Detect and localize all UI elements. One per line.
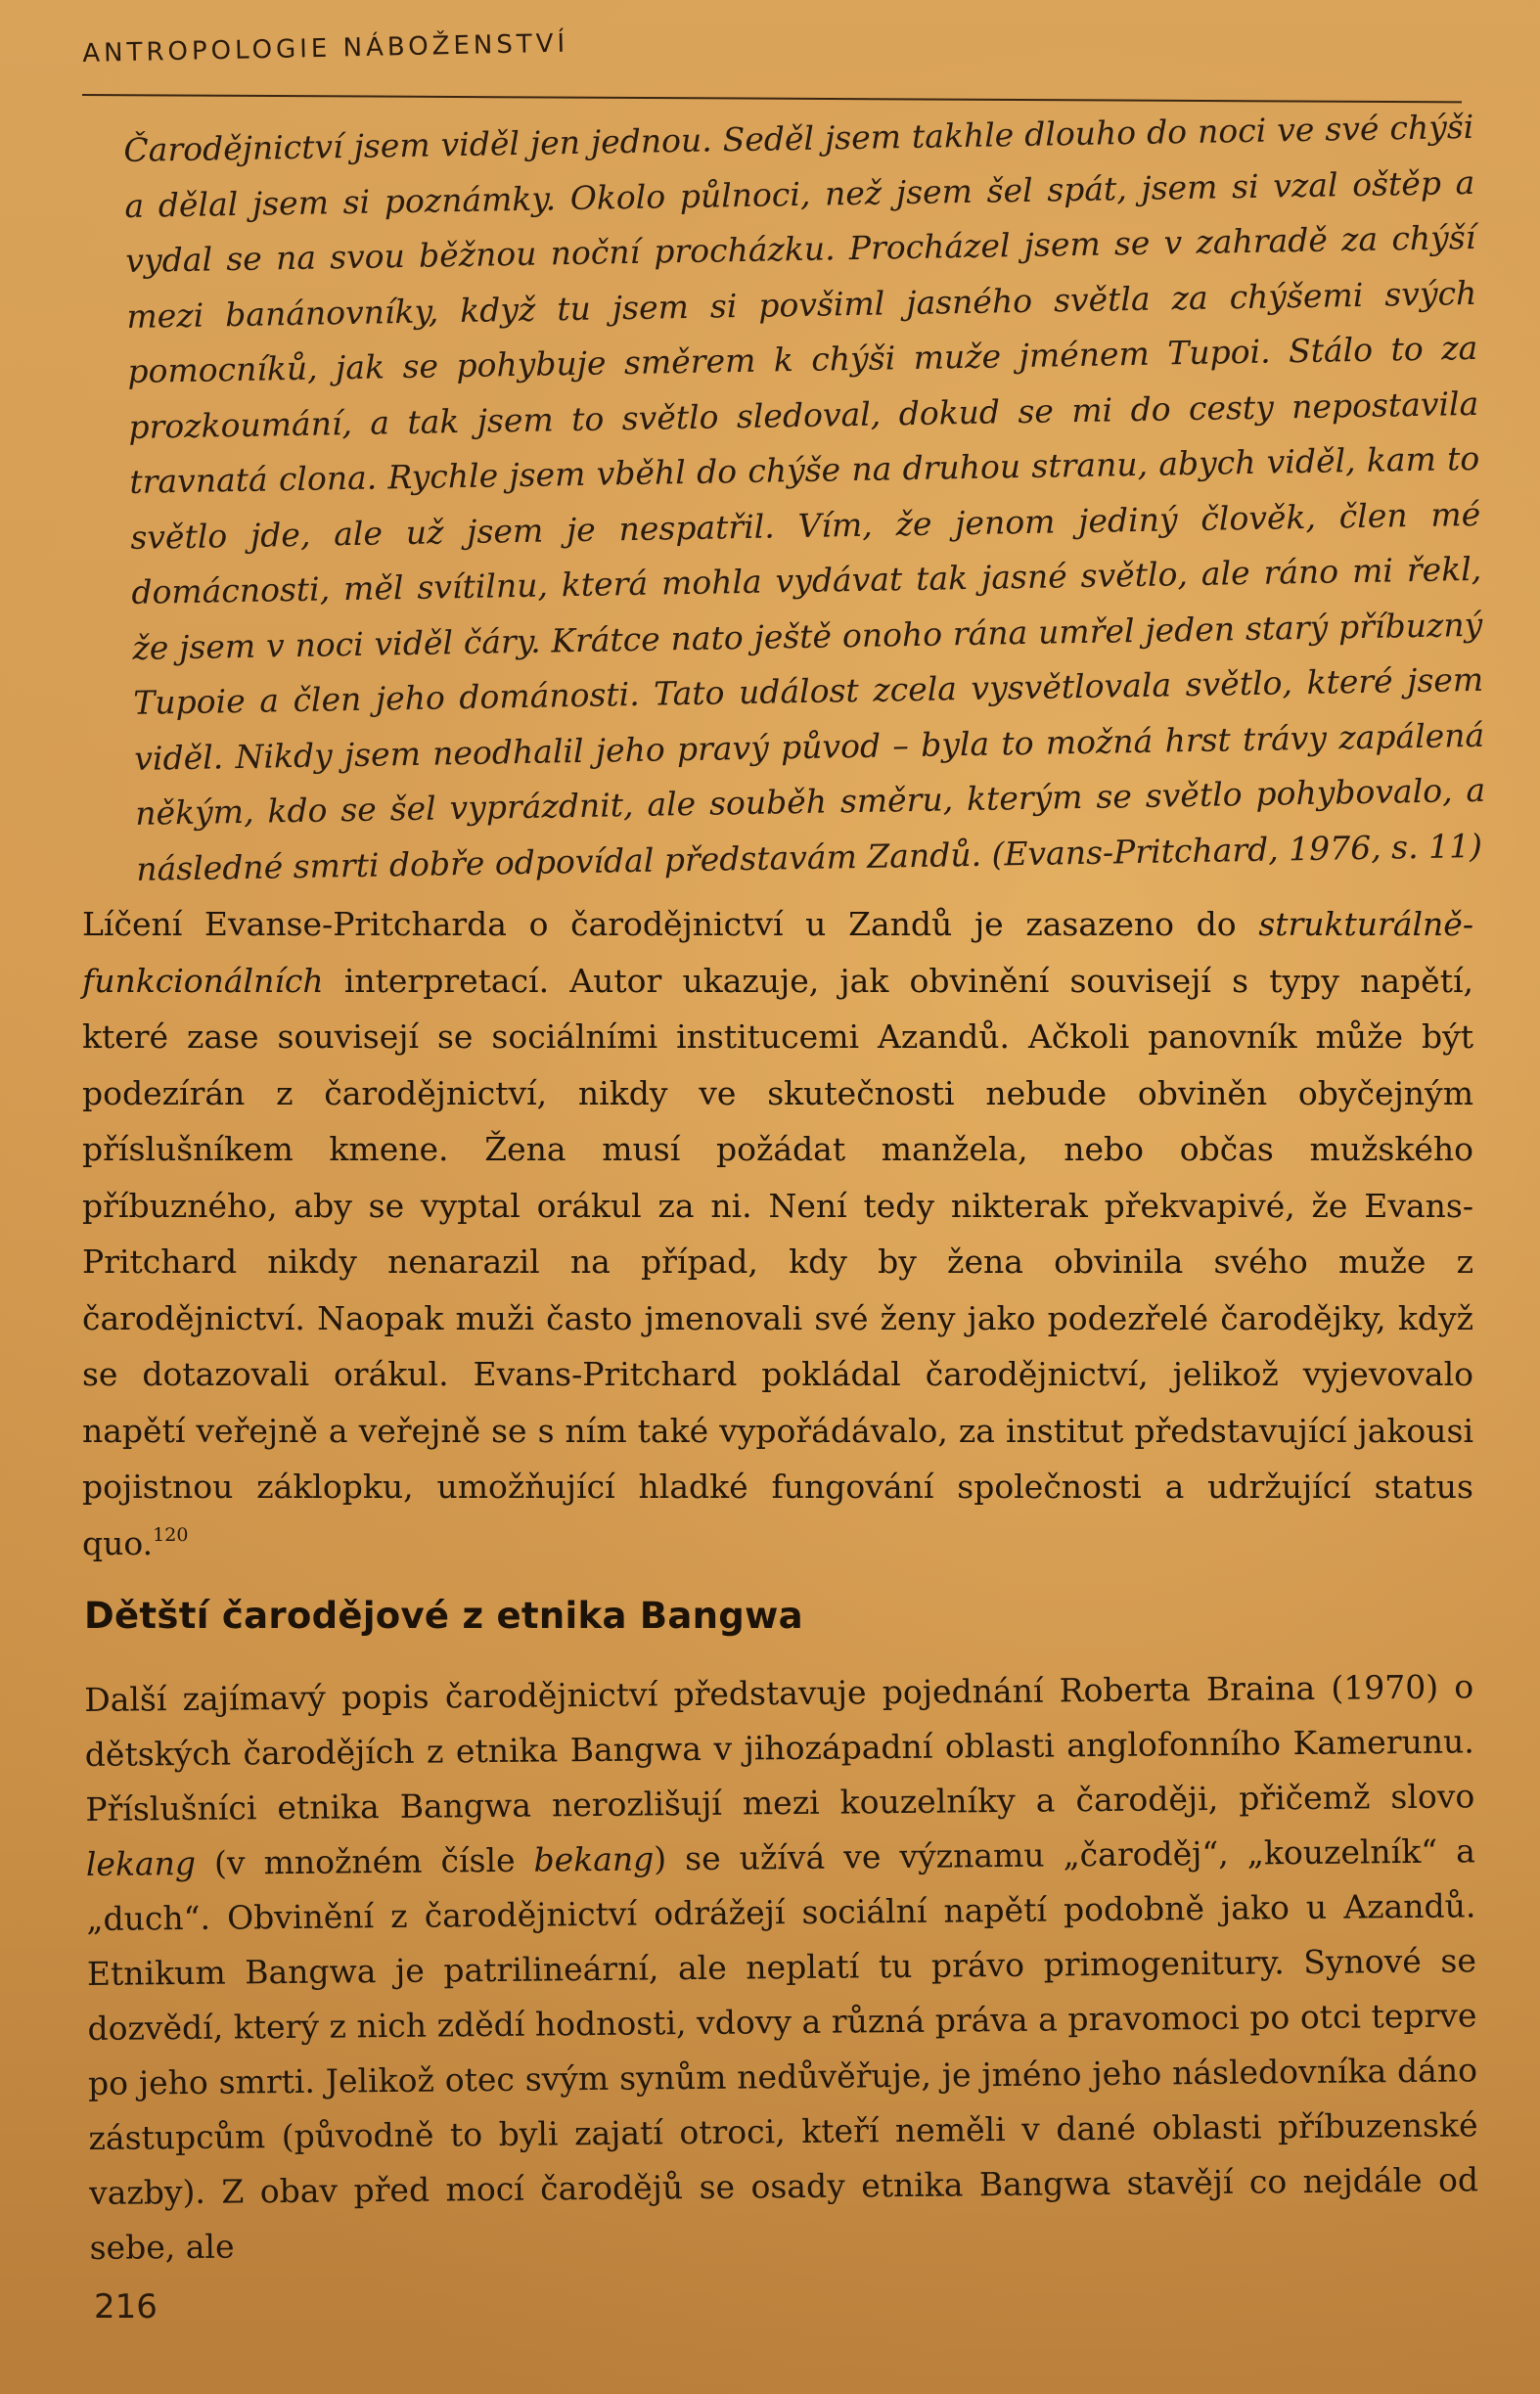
paragraph-2-part-3: ) se užívá ve významu „čaroděj“, „kouzelník“ a „duch“. Obvinění z čarodějnictví odrážejí sociální napětí podobně jako u Azandů. Etnikum Bangwa je patrilineární, ale neplatí tu právo primogenitury. Synové se dozvědí, který z nich zdědí hodnosti, vdovy a různá práva a pravomoci po otci teprve po jeho smrti. Jelikož otec svým synům nedůvěřuje, je jméno jeho následovníka dáno zástupcům (původně to byli zajatí otroci, kteří neměli v dané oblasti příbuzenské vazby). Z obav před mocí čarodějů se osady etnika Bangwa stavějí co nejdále od sebe, ale [86, 1831, 1479, 2267]
block-quote [123, 100, 1487, 897]
paragraph-2-italic-lekang: lekang [85, 1843, 197, 1883]
paragraph-2-part-1: Další zajímavý popis čarodějnictví představuje pojednání Roberta Braina (1970) o dětských čarodějích z etnika Bangwa v jihozápadní oblasti anglofonního Kamerunu. Příslušníci etnika Bangwa nerozlišují mezi kouzelníky a čaroději, přičemž slovo [84, 1667, 1475, 1829]
quote-text: Čarodějnictví jsem viděl jen jednou. Seděl jsem takhle dlouho do noci ve své chýši a dělal jsem si poznámky. Okolo půlnoci, než jsem šel spát, jsem si vzal oštěp a vydal se na svou běžnou noční procházku. Procházel jsem se v zahradě za chýší mezi banánovníky, když tu jsem si povšiml jasného světla za chýšemi svých pomocníků, jak se pohybuje směrem k chýši muže jménem Tupoi. Stálo to za prozkoumání, a tak jsem to světlo sledoval, dokud se mi do cesty nepostavila travnatá clona. Rychle jsem vběhl do chýše na druhou stranu, abych viděl, kam to světlo jde, ale už jsem je nespatřil. Vím, že jenom jediný člověk, člen mé domácnosti, měl svítilnu, která mohla vydávat tak jasné světlo, ale ráno mi řekl, že jsem v noci viděl čáry. Krátce nato ještě onoho rána umřel jeden starý příbuzný Tupoie a člen jeho dománosti. Tato událost zcela vysvětlovala světlo, které jsem viděl. Nikdy jsem neodhalil jeho pravý původ – byla to možná hrst trávy zapálená někým, kdo se šel vyprázdnit, ale souběh směru, kterým se světlo pohybovalo, a následné smrti dobře odpovídal představám Zandů. (Evans-Pritchard, 1976, s. 11) [123, 107, 1486, 888]
paragraph-1 [82, 896, 1473, 1571]
paragraph-1-part-1: Líčení Evanse-Pritcharda o čarodějnictví u Zandů je zasazeno do [82, 905, 1259, 943]
page-number: 216 [94, 2287, 158, 2326]
paragraph-2-part-2: (v množném čísle [195, 1840, 534, 1882]
paragraph-1-text [82, 896, 1473, 1571]
paragraph-2-text [84, 1659, 1479, 2276]
paragraph-2-italic-bekang: bekang [533, 1839, 655, 1879]
running-head: ANTROPOLOGIE NÁBOŽENSTVÍ [82, 28, 569, 68]
paragraph-1-part-2: interpretací. Autor ukazuje, jak obvinění souvisejí s typy napětí, které zase souvisejí se sociálními institucemi Azandů. Ačkoli panovník může být podezírán z čarodějnictví, nikdy ve skutečnosti nebude obviněn obyčejným příslušníkem kmene. Žena musí požádat manžela, nebo občas mužského příbuzného, aby se vyptal orákul za ni. Není tedy nikterak překvapivé, že Evans-Pritchard nikdy nenarazil na případ, kdy by žena obvinila svého muže z čarodějnictví. Naopak muži často jmenovali své ženy jako podezřelé čarodějky, když se dotazovali orákul. Evans-Pritchard pokládal čarodějnictví, jelikož vyjevovalo napětí veřejně a veřejně se s ním také vypořádávalo, za institut představující jakousi pojistnou záklopku, umožňující hladké fungování společnosti a udržující status quo. [82, 961, 1473, 1562]
section-heading: Dětští čarodějové z etnika Bangwa [84, 1595, 803, 1637]
paragraph-2 [84, 1659, 1479, 2276]
header-rule [82, 94, 1462, 103]
paragraph-1-italic-term: strukturálně-funkcionálních [82, 905, 1473, 1000]
footnote-marker: 120 [153, 1523, 189, 1546]
